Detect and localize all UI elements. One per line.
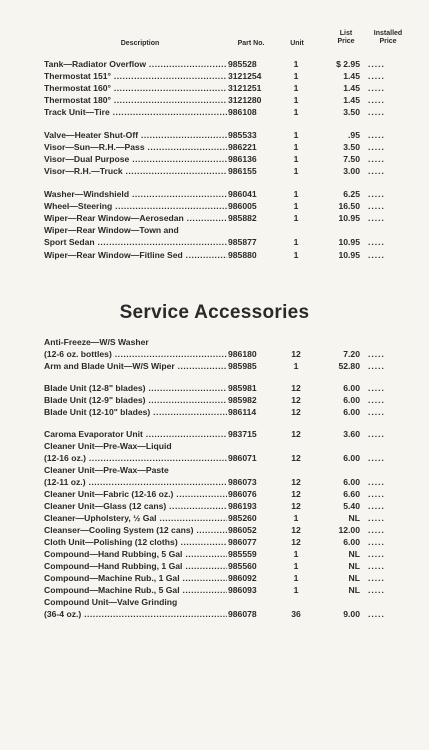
item-part-no: 3121251 — [228, 83, 262, 93]
header-installed-price — [366, 30, 410, 46]
item-description: Sport Sedan ..... — [44, 236, 227, 248]
item-installed-price: ..... — [368, 453, 385, 463]
item-description: Blade Unit (12-10" blades) ..... — [44, 406, 227, 418]
item-description: Wiper—Rear Window—Town and — [44, 225, 179, 235]
table-row — [0, 488, 429, 500]
item-description: Visor—Sun—R.H.—Pass ..... — [44, 141, 227, 153]
item-list-price: 12.00 — [338, 525, 360, 535]
item-description: Valve—Heater Shut-Off ..... — [44, 129, 227, 141]
item-part-no: 985985 — [228, 361, 257, 371]
table-row — [0, 165, 429, 177]
item-installed-price: ..... — [368, 130, 385, 140]
item-part-no: 985880 — [228, 250, 257, 260]
item-list-price: NL — [348, 585, 360, 595]
item-part-no: 986092 — [228, 573, 257, 583]
table-row — [0, 236, 429, 248]
item-part-no: 983715 — [228, 429, 257, 439]
item-installed-price: ..... — [368, 361, 385, 371]
header-installed-line1: Installed — [373, 30, 403, 37]
item-list-price: 7.20 — [343, 349, 360, 359]
table-row — [0, 348, 429, 360]
item-unit: 1 — [293, 361, 299, 371]
item-unit: 1 — [293, 213, 299, 223]
item-unit: 1 — [293, 585, 299, 595]
item-installed-price: ..... — [368, 395, 385, 405]
table-row — [0, 212, 429, 224]
item-part-no: 986052 — [228, 525, 257, 535]
table-row — [0, 560, 429, 572]
table-row — [0, 153, 429, 165]
item-unit: 12 — [291, 383, 301, 393]
item-part-no: 986041 — [228, 189, 257, 199]
item-description: Thermostat 160° ..... — [44, 82, 227, 94]
item-unit: 12 — [291, 453, 301, 463]
item-installed-price: ..... — [368, 429, 385, 439]
item-installed-price: ..... — [368, 407, 385, 417]
item-unit: 1 — [293, 201, 299, 211]
item-part-no: 986005 — [228, 201, 257, 211]
item-installed-price: ..... — [368, 573, 385, 583]
header-installed-line2: Price — [379, 38, 397, 45]
table-row — [0, 106, 429, 118]
item-description: Thermostat 180° ..... — [44, 94, 227, 106]
item-part-no: 986136 — [228, 154, 257, 164]
item-description: Cloth Unit—Polishing (12 cloths) ..... — [44, 536, 227, 548]
item-part-no: 986078 — [228, 609, 257, 619]
item-unit: 12 — [291, 525, 301, 535]
item-installed-price: ..... — [368, 201, 385, 211]
item-list-price: 16.50 — [338, 201, 360, 211]
item-installed-price: ..... — [368, 609, 385, 619]
table-row — [0, 452, 429, 464]
item-part-no: 986108 — [228, 107, 257, 117]
table-row — [0, 608, 429, 620]
item-unit: 36 — [291, 609, 301, 619]
item-part-no: 986221 — [228, 142, 257, 152]
item-description: Tank—Radiator Overflow ..... — [44, 58, 227, 70]
item-description: Compound—Machine Rub., 5 Gal ..... — [44, 584, 227, 596]
item-installed-price: ..... — [368, 142, 385, 152]
table-row — [0, 129, 429, 141]
table-row — [0, 476, 429, 488]
item-unit: 1 — [293, 250, 299, 260]
item-part-no: 986193 — [228, 501, 257, 511]
item-description: Cleaner Unit—Pre-Wax—Paste — [44, 465, 169, 475]
item-list-price: 7.50 — [343, 154, 360, 164]
table-row — [0, 200, 429, 212]
item-part-no: 3121280 — [228, 95, 262, 105]
item-description: Cleaner—Upholstery, ½ Gal ..... — [44, 512, 227, 524]
table-row — [0, 58, 429, 70]
item-list-price: NL — [348, 561, 360, 571]
item-list-price: 1.45 — [343, 95, 360, 105]
item-installed-price: ..... — [368, 237, 385, 247]
table-row — [0, 224, 429, 236]
item-description: Cleaner Unit—Glass (12 cans) ..... — [44, 500, 227, 512]
table-row — [0, 406, 429, 418]
item-list-price: 6.00 — [343, 383, 360, 393]
item-list-price: 6.00 — [343, 407, 360, 417]
item-list-price: NL — [348, 513, 360, 523]
item-installed-price: ..... — [368, 349, 385, 359]
item-unit: 1 — [293, 237, 299, 247]
section-title: Service Accessories — [119, 302, 310, 323]
item-part-no: 985260 — [228, 513, 257, 523]
item-description: Blade Unit (12-9" blades) ..... — [44, 394, 227, 406]
item-description: Compound—Machine Rub., 1 Gal ..... — [44, 572, 227, 584]
item-unit: 1 — [293, 107, 299, 117]
item-list-price: 3.50 — [343, 142, 360, 152]
item-unit: 1 — [293, 154, 299, 164]
item-list-price: 5.40 — [343, 501, 360, 511]
item-list-price: .95 — [348, 130, 360, 140]
table-row — [0, 464, 429, 476]
item-part-no: 985533 — [228, 130, 257, 140]
item-installed-price: ..... — [368, 250, 385, 260]
item-unit: 12 — [291, 349, 301, 359]
item-unit: 12 — [291, 407, 301, 417]
item-part-no: 986114 — [228, 407, 257, 417]
item-part-no: 985560 — [228, 561, 257, 571]
item-description: Compound Unit—Valve Grinding — [44, 597, 178, 607]
item-list-price: 52.80 — [338, 361, 360, 371]
item-unit: 12 — [291, 489, 301, 499]
item-description: Wiper—Rear Window—Aerosedan ..... — [44, 212, 227, 224]
item-unit: 1 — [293, 573, 299, 583]
table-row — [0, 70, 429, 82]
header-unit: Unit — [290, 40, 304, 47]
item-list-price: 10.95 — [338, 250, 360, 260]
item-unit: 12 — [291, 477, 301, 487]
table-row — [0, 428, 429, 440]
item-part-no: 986155 — [228, 166, 257, 176]
item-description: (12-11 oz.) ..... — [44, 476, 227, 488]
header-description: Description — [120, 40, 160, 47]
item-installed-price: ..... — [368, 107, 385, 117]
item-installed-price: ..... — [368, 95, 385, 105]
item-unit: 12 — [291, 395, 301, 405]
item-installed-price: ..... — [368, 585, 385, 595]
item-part-no: 985981 — [228, 383, 257, 393]
item-list-price: $ 2.95 — [336, 59, 360, 69]
item-description: Cleaner Unit—Fabric (12-16 oz.) ..... — [44, 488, 227, 500]
item-part-no: 985528 — [228, 59, 257, 69]
item-description: Wiper—Rear Window—Fitline Sed ..... — [44, 249, 227, 261]
item-part-no: 3121254 — [228, 71, 262, 81]
item-part-no: 986073 — [228, 477, 257, 487]
item-unit: 1 — [293, 130, 299, 140]
item-list-price: 10.95 — [338, 237, 360, 247]
table-row — [0, 512, 429, 524]
table-row — [0, 382, 429, 394]
item-part-no: 986180 — [228, 349, 257, 359]
item-part-no: 985877 — [228, 237, 257, 247]
item-unit: 12 — [291, 537, 301, 547]
table-row — [0, 596, 429, 608]
item-list-price: 6.60 — [343, 489, 360, 499]
item-description: Washer—Windshield ..... — [44, 188, 227, 200]
table-row — [0, 536, 429, 548]
item-part-no: 986077 — [228, 537, 257, 547]
item-list-price: NL — [348, 573, 360, 583]
item-description: Thermostat 151° ..... — [44, 70, 227, 82]
item-description: Wheel—Steering ..... — [44, 200, 227, 212]
item-description: Visor—R.H.—Truck ..... — [44, 165, 227, 177]
column-header — [0, 30, 429, 54]
item-installed-price: ..... — [368, 477, 385, 487]
item-list-price: 3.50 — [343, 107, 360, 117]
item-installed-price: ..... — [368, 489, 385, 499]
item-installed-price: ..... — [368, 166, 385, 176]
item-list-price: 6.00 — [343, 537, 360, 547]
table-row — [0, 584, 429, 596]
item-list-price: 1.45 — [343, 83, 360, 93]
table-row — [0, 548, 429, 560]
item-list-price: 10.95 — [338, 213, 360, 223]
item-description: Cleanser—Cooling System (12 cans) ..... — [44, 524, 227, 536]
table-row — [0, 360, 429, 372]
item-list-price: 1.45 — [343, 71, 360, 81]
item-unit: 1 — [293, 549, 299, 559]
table-row — [0, 141, 429, 153]
item-list-price: 3.60 — [343, 429, 360, 439]
item-unit: 1 — [293, 166, 299, 176]
item-description: Compound—Hand Rubbing, 5 Gal ..... — [44, 548, 227, 560]
item-installed-price: ..... — [368, 513, 385, 523]
table-row — [0, 82, 429, 94]
item-list-price: 9.00 — [343, 609, 360, 619]
item-description: Anti-Freeze—W/S Washer — [44, 337, 149, 347]
item-unit: 1 — [293, 83, 299, 93]
item-installed-price: ..... — [368, 525, 385, 535]
item-installed-price: ..... — [368, 71, 385, 81]
item-description: Caroma Evaporator Unit ..... — [44, 428, 227, 440]
item-installed-price: ..... — [368, 501, 385, 511]
item-unit: 1 — [293, 513, 299, 523]
table-row — [0, 394, 429, 406]
table-row — [0, 336, 429, 348]
item-unit: 1 — [293, 142, 299, 152]
header-list-price — [326, 30, 366, 46]
item-description: Track Unit—Tire ..... — [44, 106, 227, 118]
item-unit: 1 — [293, 189, 299, 199]
item-list-price: 6.00 — [343, 477, 360, 487]
item-part-no: 985982 — [228, 395, 257, 405]
item-description: (36-4 oz.) ..... — [44, 608, 227, 620]
item-description: Visor—Dual Purpose ..... — [44, 153, 227, 165]
item-list-price: 6.25 — [343, 189, 360, 199]
item-installed-price: ..... — [368, 189, 385, 199]
item-unit: 1 — [293, 95, 299, 105]
item-list-price: 6.00 — [343, 395, 360, 405]
item-unit: 12 — [291, 429, 301, 439]
item-description: Blade Unit (12-8" blades) ..... — [44, 382, 227, 394]
table-row — [0, 524, 429, 536]
item-installed-price: ..... — [368, 537, 385, 547]
table-row — [0, 94, 429, 106]
item-description: Compound—Hand Rubbing, 1 Gal ..... — [44, 560, 227, 572]
table-row — [0, 249, 429, 261]
item-part-no: 986093 — [228, 585, 257, 595]
item-description: (12-6 oz. bottles) ..... — [44, 348, 227, 360]
item-part-no: 986076 — [228, 489, 257, 499]
item-unit: 1 — [293, 59, 299, 69]
item-unit: 1 — [293, 561, 299, 571]
item-installed-price: ..... — [368, 154, 385, 164]
item-list-price: 6.00 — [343, 453, 360, 463]
item-list-price: 3.00 — [343, 166, 360, 176]
item-part-no: 985882 — [228, 213, 257, 223]
item-list-price: NL — [348, 549, 360, 559]
header-list-line2: Price — [337, 38, 355, 45]
item-installed-price: ..... — [368, 83, 385, 93]
item-part-no: 985559 — [228, 549, 257, 559]
table-row — [0, 188, 429, 200]
header-part-no: Part No. — [237, 40, 265, 47]
item-installed-price: ..... — [368, 213, 385, 223]
item-part-no: 986071 — [228, 453, 257, 463]
table-row — [0, 572, 429, 584]
item-unit: 12 — [291, 501, 301, 511]
item-installed-price: ..... — [368, 59, 385, 69]
item-description: (12-16 oz.) ..... — [44, 452, 227, 464]
table-row — [0, 440, 429, 452]
item-installed-price: ..... — [368, 383, 385, 393]
item-installed-price: ..... — [368, 561, 385, 571]
header-list-line1: List — [339, 30, 353, 37]
item-unit: 1 — [293, 71, 299, 81]
item-description: Arm and Blade Unit—W/S Wiper ..... — [44, 360, 227, 372]
table-row — [0, 500, 429, 512]
item-description: Cleaner Unit—Pre-Wax—Liquid — [44, 441, 172, 451]
item-installed-price: ..... — [368, 549, 385, 559]
